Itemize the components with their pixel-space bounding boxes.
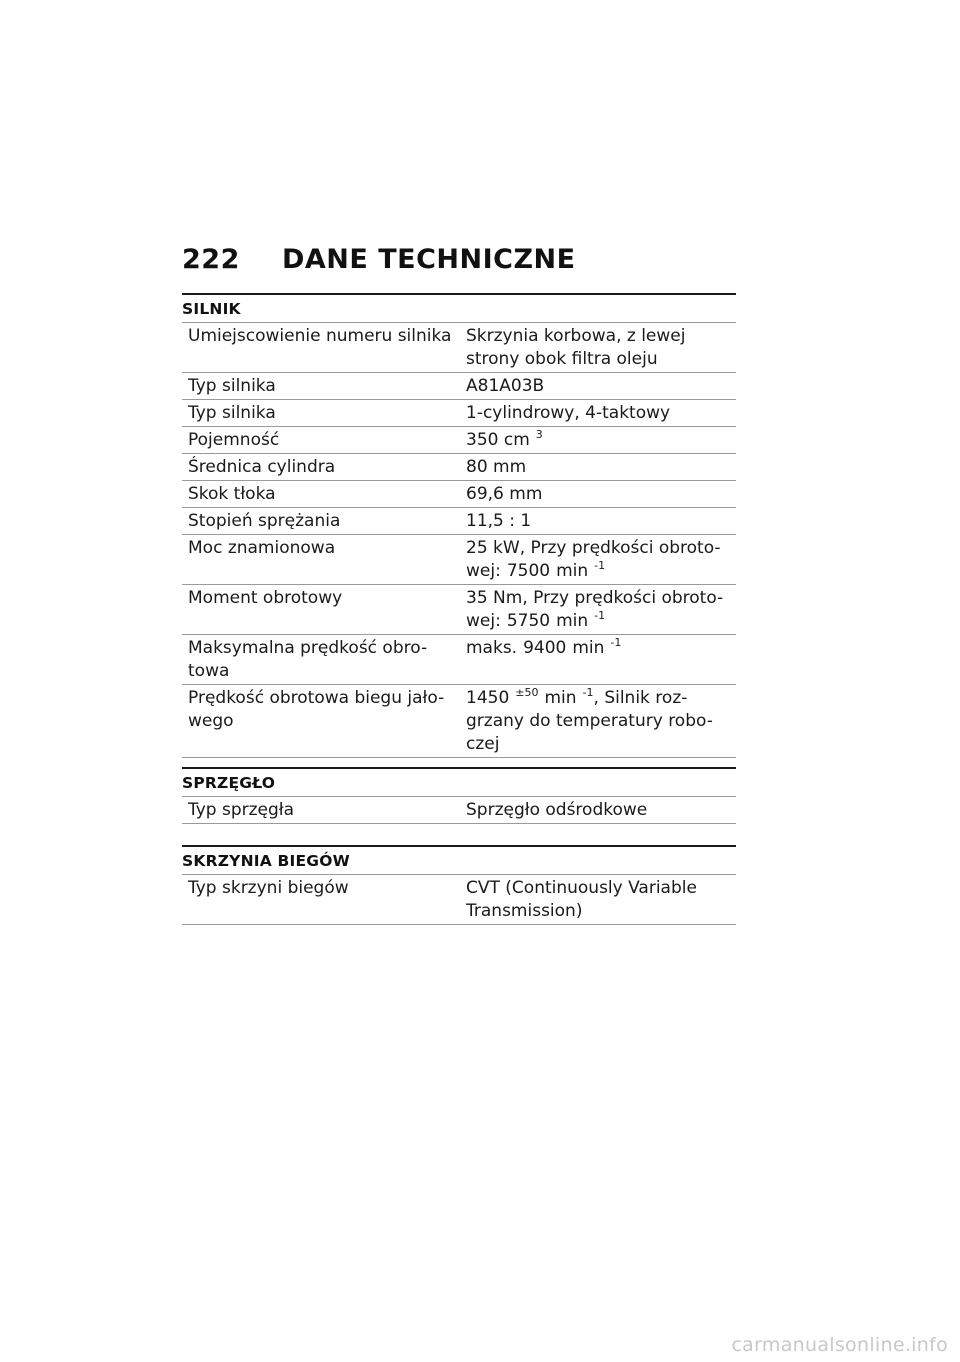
spec-value — [460, 585, 736, 635]
spec-label: Typ silnika — [182, 373, 460, 400]
table-row — [182, 535, 736, 585]
unit-superscript: 3 — [535, 428, 543, 441]
spec-value-line: 25 kW, Przy prędkości obroto- — [466, 538, 721, 558]
spec-label: Umiejscowienie numeru silnika — [182, 323, 460, 373]
spec-label: Typ silnika — [182, 400, 460, 427]
table-row — [182, 797, 736, 824]
table-row — [182, 481, 736, 508]
spec-label: Moc znamionowa — [182, 535, 460, 585]
spec-value — [460, 535, 736, 585]
table-row — [182, 585, 736, 635]
spec-label: Skok tłoka — [182, 481, 460, 508]
table-row — [182, 685, 736, 758]
spec-value-line — [466, 610, 730, 633]
table-row — [182, 373, 736, 400]
spec-value — [460, 635, 736, 685]
spec-label: Prędkość obrotowa biegu jało-wego — [182, 685, 460, 758]
table-row — [182, 454, 736, 481]
value-suffix: , Silnik roz- — [593, 688, 688, 708]
value-number: 5750 — [506, 611, 551, 631]
table-row — [182, 875, 736, 925]
spec-value-line: czej — [466, 734, 500, 754]
spec-label: Typ sprzęgła — [182, 797, 460, 824]
table-row — [182, 508, 736, 535]
engine-spec-table — [182, 322, 736, 758]
value-prefix: wej: — [466, 561, 501, 581]
watermark: carmanualsonline.info — [731, 1334, 948, 1356]
spec-label: Typ skrzyni biegów — [182, 875, 460, 925]
value-prefix: wej: — [466, 611, 501, 631]
spec-value: 11,5 : 1 — [460, 508, 736, 535]
spec-label: Pojemność — [182, 427, 460, 454]
spec-label: Maksymalna prędkość obro-towa — [182, 635, 460, 685]
table-row — [182, 427, 736, 454]
value-number: 1450 — [466, 688, 510, 708]
value-number: 7500 — [506, 561, 551, 581]
value-number: 9400 — [523, 638, 567, 658]
spec-value-line: grzany do temperatury robo- — [466, 711, 713, 731]
page-title: DANE TECHNICZNE — [282, 244, 576, 275]
value-unit: min — [544, 688, 577, 708]
spec-value: A81A03B — [460, 373, 736, 400]
clutch-spec-table — [182, 796, 736, 824]
clutch-section-title: SPRZĘGŁO — [182, 774, 276, 792]
table-row — [182, 635, 736, 685]
table-row — [182, 400, 736, 427]
spec-value: CVT (Continuously Variable Transmission) — [460, 875, 736, 925]
page-header — [182, 244, 742, 275]
table-row — [182, 323, 736, 373]
page-number: 222 — [182, 244, 240, 275]
tolerance-superscript: ±50 — [515, 686, 539, 699]
spec-label: Moment obrotowy — [182, 585, 460, 635]
unit-superscript: -1 — [610, 636, 622, 649]
spec-value-line — [466, 687, 730, 710]
engine-section — [182, 293, 736, 758]
spec-value: 80 mm — [460, 454, 736, 481]
gearbox-section-title: SKRZYNIA BIEGÓW — [182, 852, 350, 870]
gearbox-spec-table — [182, 874, 736, 925]
spec-value: Sprzęgło odśrodkowe — [460, 797, 736, 824]
value-prefix: maks. — [466, 638, 518, 658]
spec-value-line — [466, 560, 730, 583]
clutch-section — [182, 767, 736, 824]
spec-value-text: 350 cm — [466, 430, 530, 450]
unit-superscript: -1 — [594, 559, 606, 572]
spec-value: Skrzynia korbowa, z lewej strony obok filtra oleju — [460, 323, 736, 373]
spec-value: 69,6 mm — [460, 481, 736, 508]
spec-value: 1-cylindrowy, 4-taktowy — [460, 400, 736, 427]
value-unit: min — [556, 561, 589, 581]
unit-superscript: -1 — [594, 609, 606, 622]
value-unit: min — [572, 638, 605, 658]
spec-value — [460, 427, 736, 454]
spec-value-line: 35 Nm, Przy prędkości obroto- — [466, 588, 724, 608]
value-unit: min — [556, 611, 589, 631]
gearbox-section — [182, 845, 736, 925]
engine-section-title: SILNIK — [182, 300, 241, 318]
unit-superscript: -1 — [582, 686, 594, 699]
spec-label: Średnica cylindra — [182, 454, 460, 481]
spec-label: Stopień sprężania — [182, 508, 460, 535]
spec-value — [460, 685, 736, 758]
